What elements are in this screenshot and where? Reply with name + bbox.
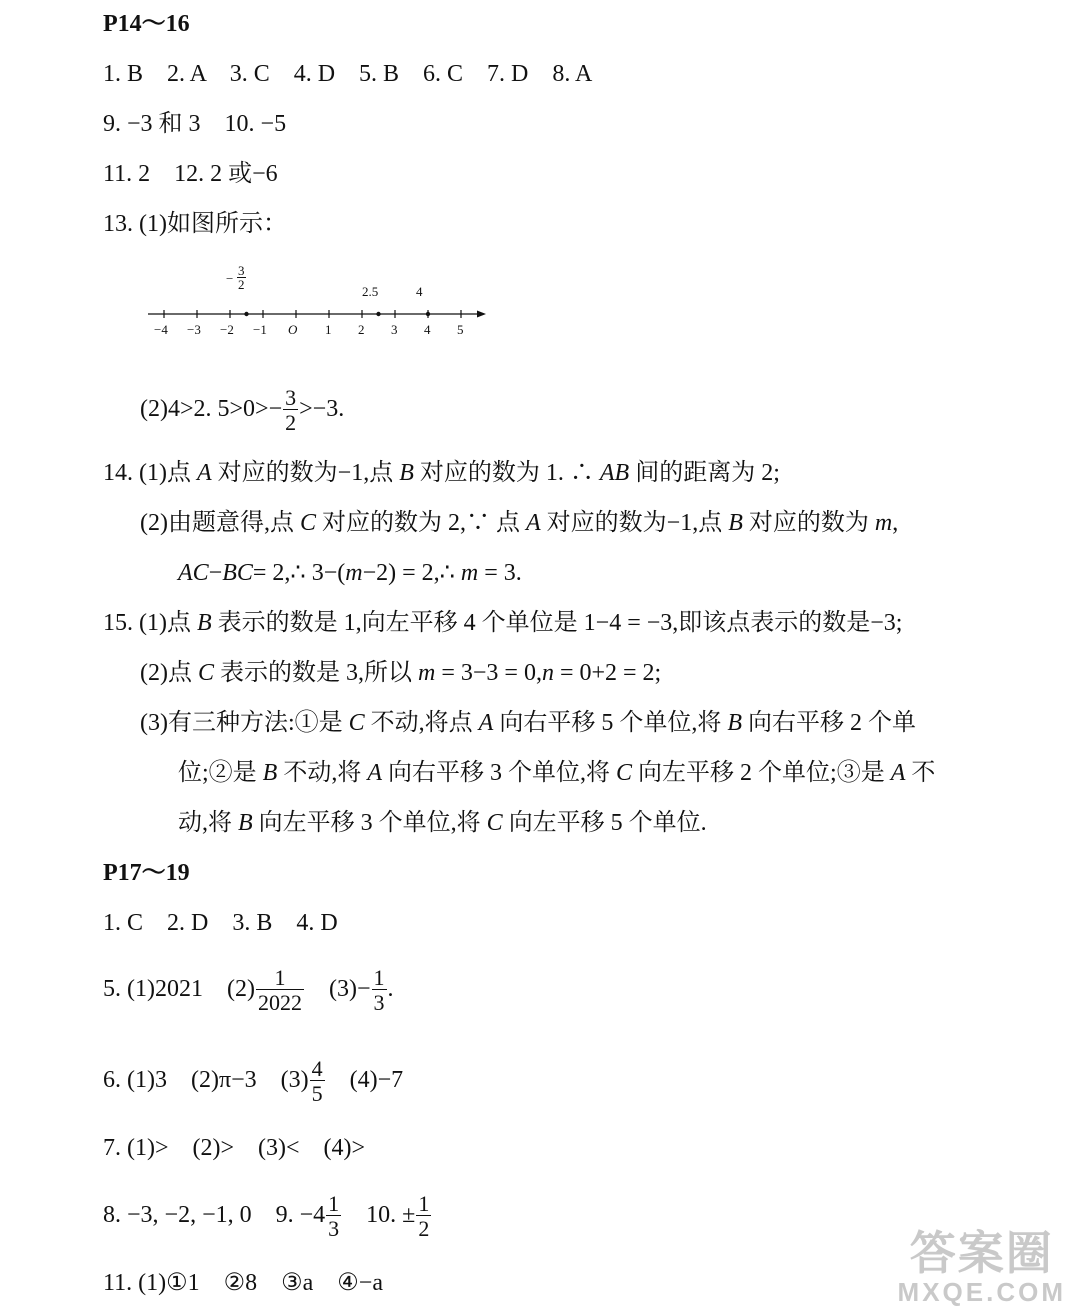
label-frac-3-2 bbox=[237, 264, 246, 291]
answers-1-8: 1. B 2. A 3. C 4. D 5. B 6. C 7. D 8. A bbox=[103, 61, 593, 87]
answer-14-part2-cont: AC−BC= 2,∴ 3−(m−2) = 2,∴ m = 3. bbox=[178, 560, 522, 586]
answer-14-part2: (2)由题意得,点 C 对应的数为 2,∵ 点 A 对应的数为−1,点 B 对应的数为 m, bbox=[140, 510, 899, 536]
label-2-5: 2.5 bbox=[362, 284, 379, 299]
answer-7: 7. (1)> (2)> (3)< (4)> bbox=[103, 1135, 366, 1161]
watermark-line2: MXQE.COM bbox=[897, 1277, 1066, 1307]
tick-label: 3 bbox=[391, 322, 398, 337]
answer-15-part2: (2)点 C 表示的数是 3,所以 m = 3−3 = 0,n = 0+2 = 2; bbox=[140, 660, 662, 686]
number-line-figure bbox=[140, 262, 500, 342]
tick-label: 2 bbox=[358, 322, 365, 337]
fraction: $\frac{1}{2022}$ bbox=[257, 964, 302, 1015]
answer-15-part3-end: 动,将 B 向左平移 3 个单位,将 C 向左平移 5 个单位. bbox=[178, 810, 707, 836]
tick-label: −4 bbox=[154, 322, 168, 337]
tick-label: −1 bbox=[253, 322, 267, 337]
watermark-logo bbox=[898, 1230, 1066, 1306]
answers-11-12: 11. 2 12. 2 或−6 bbox=[103, 161, 278, 187]
answer-13-part1: 13. (1)如图所示： bbox=[103, 211, 287, 237]
point-neg-1-5 bbox=[244, 312, 248, 316]
answer-6: 6. (1)3 (2)π−3 (3) $\frac{4}{5}$ (4)−7 bbox=[103, 1055, 404, 1106]
label-frac-den: 2 bbox=[238, 277, 245, 292]
fraction: $\frac{1}{3}$ bbox=[328, 1190, 340, 1241]
label-4-top: 4 bbox=[416, 284, 423, 299]
point-4 bbox=[426, 312, 430, 316]
tick-label-origin: O bbox=[288, 322, 298, 337]
point-2-5 bbox=[376, 312, 380, 316]
answer-11: 11. (1)①1 ②8 ③a ④−a bbox=[103, 1270, 383, 1296]
watermark-line1: 答案圈 bbox=[909, 1228, 1054, 1279]
answer-15-part1: 15. (1)点 B 表示的数是 1,向左平移 4 个单位是 1−4 = −3,即该点表示的数是−3; bbox=[103, 610, 903, 636]
answers-8-10: 8. −3, −2, −1, 0 9. −4 $\frac{1}{3}$ 10. ± $\frac{1}{2}$ bbox=[103, 1190, 430, 1241]
section-title-p17-19: P17～19 bbox=[103, 860, 190, 886]
answer-15-part3: (3)有三种方法:①是 C 不动,将点 A 向右平移 5 个单位,将 B 向右平移 2 个单 bbox=[140, 710, 917, 736]
tick-label: 4 bbox=[424, 322, 431, 337]
answer-5: 5. (1)2021 (2) $\frac{1}{2022}$ (3)− $\frac{1}{3}$ . bbox=[103, 964, 394, 1015]
answer-13-part2: (2)4>2. 5>0>− $\frac{3}{2}$ >−3. bbox=[140, 384, 345, 435]
label-neg-sign: − bbox=[226, 271, 234, 286]
tick-label: 5 bbox=[457, 322, 464, 337]
answers-1-4: 1. C 2. D 3. B 4. D bbox=[103, 910, 338, 936]
answer-14-part1: 14. (1)点 A 对应的数为−1,点 B 对应的数为 1. ∴ AB 间的距离为 2; bbox=[103, 460, 780, 486]
answers-9-10: 9. −3 和 3 10. −5 bbox=[103, 111, 287, 137]
tick-label: −3 bbox=[187, 322, 201, 337]
tick-label: 1 bbox=[325, 322, 332, 337]
fraction: $\frac{4}{5}$ bbox=[311, 1055, 323, 1106]
arrow-icon bbox=[477, 311, 486, 318]
tick-label: −2 bbox=[220, 322, 234, 337]
label-frac-num: 3 bbox=[238, 263, 245, 278]
answer-15-part3-cont: 位;②是 B 不动,将 A 向右平移 3 个单位,将 C 向左平移 2 个单位;③是 A 不 bbox=[178, 760, 936, 786]
fraction: $\frac{1}{3}$ bbox=[373, 964, 385, 1015]
fraction: $\frac{1}{2}$ bbox=[418, 1190, 430, 1241]
fraction: $\frac{3}{2}$ bbox=[285, 384, 297, 435]
section-title-p14-16: P14～16 bbox=[103, 11, 190, 37]
